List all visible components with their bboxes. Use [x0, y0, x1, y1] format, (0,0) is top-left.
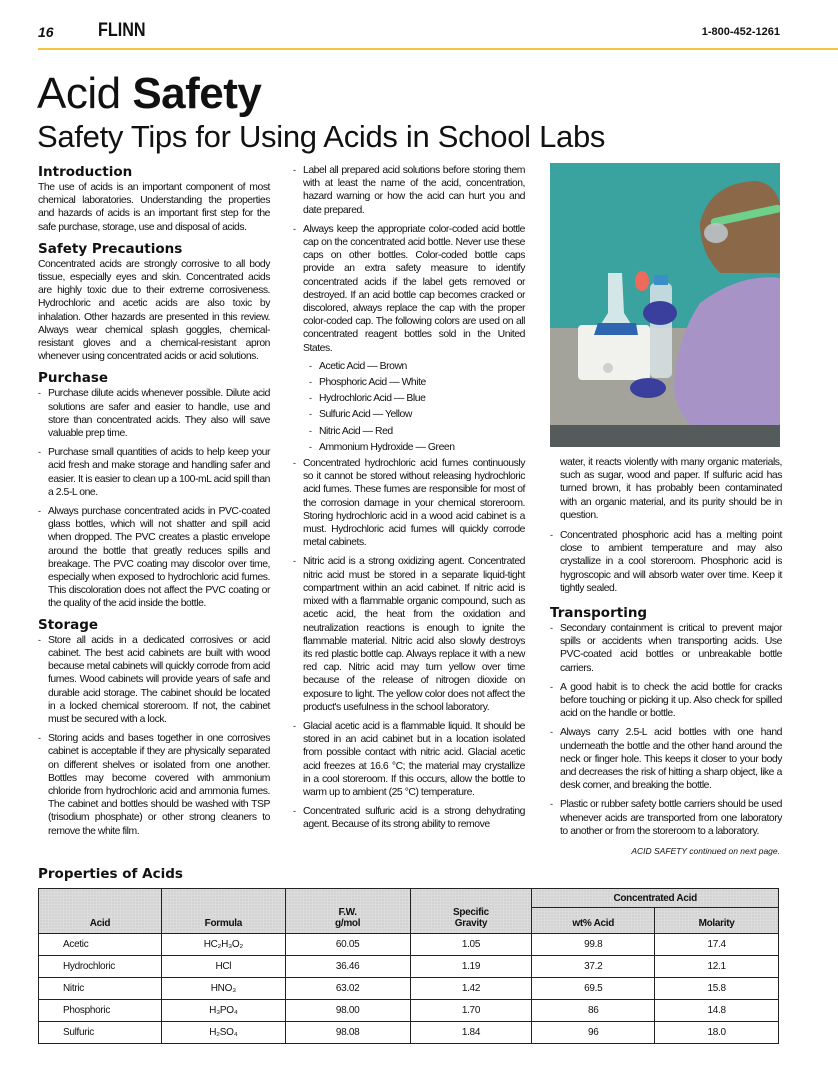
photo-bottle-cap: [654, 275, 668, 285]
cell-acid: Sulfuric: [39, 1022, 162, 1044]
title-bold: Safety: [132, 69, 262, 118]
cell-formula: H₃PO₄: [161, 1000, 285, 1022]
cap-color-item: - Nitric Acid — Red: [309, 425, 525, 438]
column-1: [38, 164, 270, 844]
col-header-formula: Formula: [161, 889, 285, 934]
col-header-sg-line2: Gravity: [454, 918, 488, 929]
cap-color-list: [309, 360, 525, 454]
cell-molarity: 18.0: [655, 1022, 779, 1044]
col-header-sg-line1: Specific: [452, 907, 489, 918]
col-header-fw-line1: F.W.: [338, 907, 357, 918]
phone-number: 1-800-452-1261: [701, 26, 780, 38]
cap-color-item: - Ammonium Hydroxide — Green: [309, 441, 525, 454]
list-item: - Concentrated sulfuric acid is a strong dehydrating agent. Because of its strong ability to remove: [293, 805, 525, 831]
table-row: [39, 956, 779, 978]
cell-sg: 1.42: [410, 978, 532, 1000]
cell-sg: 1.05: [410, 934, 532, 956]
cell-fw: 98.08: [285, 1022, 410, 1044]
cell-formula: H₂SO₄: [161, 1022, 285, 1044]
list-item: - Always carry 2.5-L acid bottles with one hand underneath the bottle and the other hand around the neck or finger hole. This keeps it closer to your body and decreases the risk of hitting a sharp object, like a desk corner, and breaking the bottle.: [550, 726, 782, 792]
properties-table: [38, 888, 779, 1044]
cell-fw: 60.05: [285, 934, 410, 956]
purchase-list: [38, 387, 270, 610]
lab-photo: [550, 163, 780, 447]
cell-wt: 99.8: [532, 934, 655, 956]
cell-molarity: 17.4: [655, 934, 779, 956]
title-regular: Acid: [37, 69, 121, 118]
cell-fw: 63.02: [285, 978, 410, 1000]
list-item: - Glacial acetic acid is a flammable liquid. It should be stored in an acid cabinet but in a location isolated from possible contact with nitric acid. Glacial acetic acid freezes at 16.6 °C; the material may crystallize in a cool storeroom. If this occurs, allow the bottle to warm up to ambient (25 °C) temperature.: [293, 720, 525, 799]
heading-safety-precautions: Safety Precautions: [38, 240, 183, 257]
photo-stirrer-knob: [603, 363, 613, 373]
storage-list: [38, 634, 270, 838]
page-title: [37, 70, 261, 118]
list-item: - Plastic or rubber safety bottle carriers should be used whenever acids are transported from one laboratory to another or from the storeroom to a laboratory.: [550, 798, 782, 838]
page-number: 16: [38, 24, 54, 40]
heading-storage: Storage: [38, 616, 99, 633]
list-item: - Nitric acid is a strong oxidizing agent. Concentrated nitric acid must be stored in a separate liquid-tight compartment within an acid cabinet. If nitric acid is mixed with a flammable organic compound, such as acetic acid, the heat from the oxidation and neutralization reactions is enough to ignite the flammable material. Nitric acid also slowly destroys its red plastic bottle cap. Always replace it with a new red cap. Nitric acid may turn yellow over time because of the release of nitrogen dioxide on exposure to light. The yellow color does not affect the product's usefulness in the school laboratory.: [293, 555, 525, 713]
table-row: [39, 1022, 779, 1044]
column-2: [293, 164, 525, 838]
list-item: - Store all acids in a dedicated corrosives or acid cabinet. The best acid cabinets are built with wood because metal cabinets will quickly corrode from acid fumes. Wood cabinets will provide years of safe and durable acid storage. The cabinet should be located in a locked chemical storeroom. If not, the cabinet must be secured with a lock.: [38, 634, 270, 726]
list-item: - A good habit is to check the acid bottle for cracks before touching or picking it up. Also check for spilled acid on the handle or bottle.: [550, 681, 782, 721]
continued-note: ACID SAFETY continued on next page.: [631, 846, 780, 856]
safety-precautions-text: Concentrated acids are strongly corrosive to all body tissue, especially eyes and skin. Concentrated acids are highly toxic due to their extreme corrosiveness. Hydrochloric and acetic acids are also toxic by inhalation. Other hazards are presented in this review. Always wear chemical splash goggles, chemical-resistant gloves and a chemical-resistant apron whenever using concentrated acids or acid solutions.: [38, 258, 270, 363]
list-item: - Concentrated hydrochloric acid fumes continuously so it cannot be stored without releasing hydrochloric acid fumes. These fumes are responsible for most of the corrosion damage in your chemical storeroom. Storing hydrochloric acid in a wood acid cabinet is a must. Hydrochloric acid fumes will quickly corrode metal cabinets.: [293, 457, 525, 549]
col-header-sg: [410, 889, 532, 934]
col-group-concentrated: Concentrated Acid: [532, 889, 779, 908]
photo-flask-liquid: [594, 323, 638, 335]
photo-bottle: [650, 283, 672, 378]
cell-acid: Hydrochloric: [39, 956, 162, 978]
table-title: Properties of Acids: [38, 866, 183, 882]
heading-transporting: Transporting: [550, 605, 648, 622]
storage-list-continued: [293, 164, 525, 355]
list-item: - Storing acids and bases together in one corrosives cabinet is acceptable if they are physically separated on different shelves or isolated from one another. Bottles may become covered with ammonium chloride from hydrochloric acid and ammonia fumes. The cabinet and bottles should be washed with TSP (trisodium phosphate) or other strong cleaners to remove the white film.: [38, 732, 270, 838]
cell-acid: Phosphoric: [39, 1000, 162, 1022]
photo-bulb: [635, 271, 649, 291]
heading-introduction: Introduction: [38, 164, 133, 180]
cap-color-item: - Sulfuric Acid — Yellow: [309, 408, 525, 421]
list-item: - Secondary containment is critical to prevent major spills or accidents when transporting acids. Use PVC-coated acid bottles or unbreakable bottle carriers.: [550, 622, 782, 675]
column-3: [550, 456, 782, 844]
cell-sg: 1.19: [410, 956, 532, 978]
cell-molarity: 14.8: [655, 1000, 779, 1022]
cell-acid: Acetic: [39, 934, 162, 956]
table-row: [39, 934, 779, 956]
flinn-logo: FLINN: [98, 20, 146, 41]
col-header-fw: [285, 889, 410, 934]
cell-wt: 96: [532, 1022, 655, 1044]
photo-glove-left: [630, 378, 666, 398]
cell-wt: 37.2: [532, 956, 655, 978]
cell-wt: 86: [532, 1000, 655, 1022]
list-item: - Always purchase concentrated acids in PVC-coated glass bottles, which will not shatter and spill acid when dropped. The PVC creates a plastic envelope around the bottle that greatly reduces spills and breakage. The PVC coating may discolor over time, especially when exposed to hydrochloric acid fumes. This discoloration does not affect the PVC coating or the quality of the acid inside the bottle.: [38, 505, 270, 611]
storage-list-more: [293, 457, 525, 831]
cap-color-item: - Phosphoric Acid — White: [309, 376, 525, 389]
header-divider: [38, 48, 838, 50]
cell-molarity: 12.1: [655, 956, 779, 978]
col-header-acid: Acid: [39, 889, 162, 934]
cell-sg: 1.70: [410, 1000, 532, 1022]
cell-sg: 1.84: [410, 1022, 532, 1044]
cell-formula: HCl: [161, 956, 285, 978]
photo-goggles: [704, 223, 728, 243]
list-item: - Purchase dilute acids whenever possible. Dilute acid solutions are safer and easier to handle, use and store than concentrated acids. They also will save valuable prep time.: [38, 387, 270, 440]
heading-purchase: Purchase: [38, 370, 109, 387]
cap-color-item: - Hydrochloric Acid — Blue: [309, 392, 525, 405]
list-item: - Always keep the appropriate color-coded acid bottle cap on the concentrated acid bottle. Never use these caps on other bottles. Color-coded bottle caps provide an extra safety measure to identify concentrated acids if the label gets removed or destroyed. If an acid bottle cap becomes cracked or discolored, always replace the cap with the proper color-coded cap. The following colors are used on all concentrated reagent bottles sold in the United States.: [293, 223, 525, 355]
cell-acid: Nitric: [39, 978, 162, 1000]
list-item: - Label all prepared acid solutions before storing them with at least the name of the acid, concentration, hazard warning or how the acid can hurt you and date prepared.: [293, 164, 525, 217]
list-item: - Concentrated phosphoric acid has a melting point close to ambient temperature and may also crystallize in a cool storeroom. Phosphoric acid is hygroscopic and will absorb water over time. Keep it tightly sealed.: [550, 529, 782, 595]
cell-formula: HC₂H₃O₂: [161, 934, 285, 956]
cell-fw: 98.00: [285, 1000, 410, 1022]
lab-photo-image: [550, 163, 780, 447]
table-row: [39, 978, 779, 1000]
transporting-list: [550, 622, 782, 838]
storage-list-end: [550, 529, 782, 595]
list-item: - Purchase small quantities of acids to help keep your acid fresh and make storage and handling safer and easier. It is easier to clean up a 100-mL acid spill than a 2.5-L one.: [38, 446, 270, 499]
cell-formula: HNO₃: [161, 978, 285, 1000]
photo-glove-right: [643, 301, 677, 325]
page-subtitle: Safety Tips for Using Acids in School Labs: [37, 119, 606, 154]
cell-fw: 36.46: [285, 956, 410, 978]
col-header-molarity: Molarity: [655, 908, 779, 934]
col-header-fw-line2: g/mol: [335, 918, 361, 929]
photo-bench-edge: [550, 425, 780, 447]
table-row: [39, 1000, 779, 1022]
col-header-wt: wt% Acid: [532, 908, 655, 934]
sulfuric-continued-text: water, it reacts violently with many organic materials, such as sugar, wood and paper. If sulfuric acid has turned brown, it has probably been contaminated with an organic material, and its purity should be in question.: [560, 457, 782, 521]
cap-color-item: - Acetic Acid — Brown: [309, 360, 525, 373]
cell-molarity: 15.8: [655, 978, 779, 1000]
introduction-text: The use of acids is an important component of most chemical laboratories. Understanding the properties and hazards of acids is an important first step for the safe purchase, storage, use and disposal of acids.: [38, 182, 270, 233]
cell-wt: 69.5: [532, 978, 655, 1000]
